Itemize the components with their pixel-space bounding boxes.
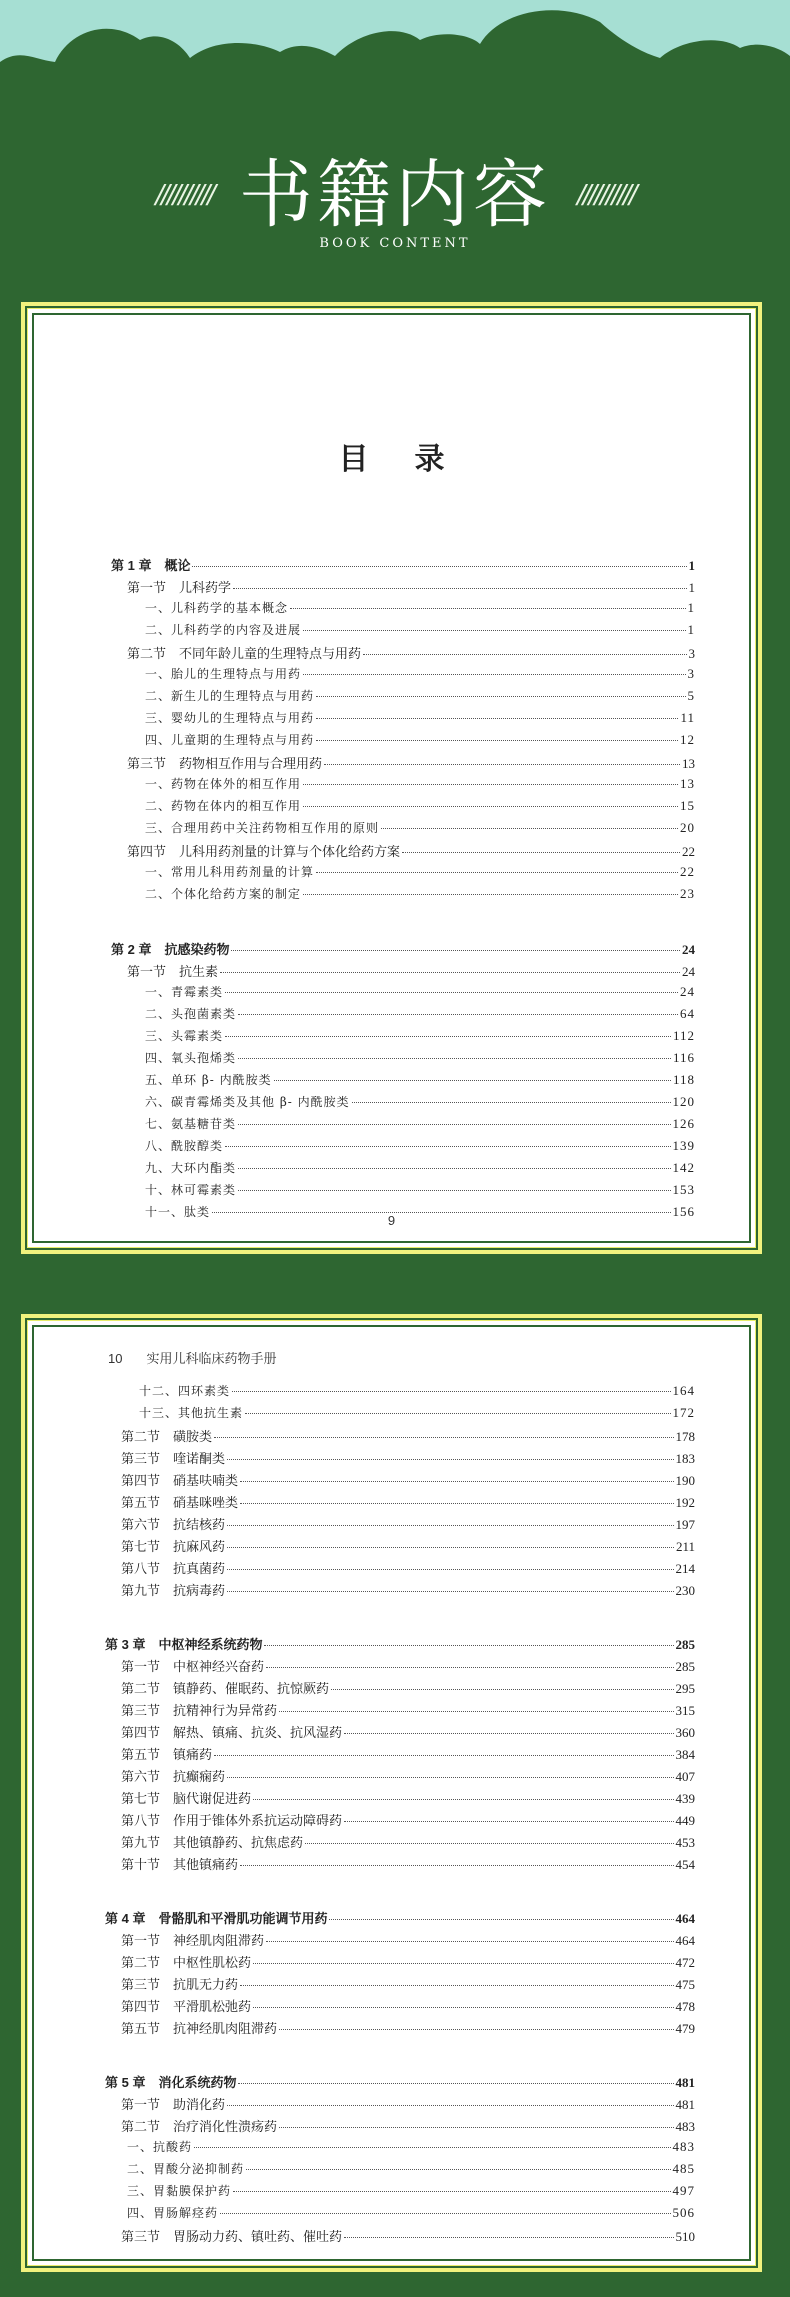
leader-dots <box>303 630 685 631</box>
leader-dots <box>192 566 686 567</box>
toc-entry-label: 第 4 章 骨骼肌和平滑肌功能调节用药 <box>105 1911 328 1926</box>
toc-entry-item <box>111 1181 695 1203</box>
toc-entry-page: 164 <box>672 1383 695 1398</box>
toc-entry-page: 64 <box>680 1006 695 1021</box>
toc-entry-item <box>111 731 695 753</box>
toc-entry-label: 四、氧头孢烯类 <box>145 1051 237 1065</box>
toc-entry-page: 153 <box>672 1182 695 1197</box>
toc-list <box>111 555 695 1225</box>
leader-dots <box>331 1689 673 1690</box>
leader-dots <box>279 1711 673 1712</box>
leader-dots <box>344 1733 673 1734</box>
leader-dots <box>402 852 680 853</box>
toc-entry-section <box>105 1558 695 1580</box>
leader-dots <box>303 806 678 807</box>
toc-entry-page: 24 <box>680 984 695 999</box>
toc-entry-item <box>111 1027 695 1049</box>
toc-entry-section <box>105 1514 695 1536</box>
toc-entry-page: 485 <box>672 2161 695 2176</box>
leader-dots <box>227 1569 673 1570</box>
toc-entry-item3 <box>105 2204 695 2226</box>
toc-entry-label: 一、抗酸药 <box>127 2140 193 2154</box>
leader-dots <box>246 2169 670 2170</box>
decorative-slashes-right: ////////// <box>577 180 635 210</box>
toc-entry-page: 407 <box>675 1769 695 1784</box>
toc-entry-label: 二、个体化给药方案的制定 <box>145 887 302 901</box>
toc-entry-item <box>111 1071 695 1093</box>
toc-entry-label: 十三、其他抗生素 <box>139 1406 244 1420</box>
leader-dots <box>238 1058 671 1059</box>
running-head-title: 实用儿科临床药物手册 <box>146 1351 277 1366</box>
toc-entry-label: 第 2 章 抗感染药物 <box>111 942 230 957</box>
toc-entry-page: 315 <box>675 1703 695 1718</box>
toc-entry-item <box>111 819 695 841</box>
toc-entry-label: 六、碳青霉烯类及其他 β- 内酰胺类 <box>145 1095 350 1109</box>
toc-entry-section <box>105 1656 695 1678</box>
toc-entry-label: 第一节 神经肌肉阻滞药 <box>121 1934 265 1949</box>
leader-dots <box>303 674 685 675</box>
toc-entry-section <box>105 1678 695 1700</box>
toc-entry-page: 22 <box>682 844 695 859</box>
toc-entry-section <box>105 1832 695 1854</box>
leader-dots <box>240 1865 673 1866</box>
toc-entry-chapter <box>105 1634 695 1656</box>
toc-entry-page: 5 <box>687 688 695 703</box>
toc-entry-label: 三、头霉素类 <box>145 1029 224 1043</box>
toc-entry-label: 七、氨基糖苷类 <box>145 1117 237 1131</box>
toc-entry-page: 472 <box>675 1955 695 1970</box>
toc-entry-page: 118 <box>672 1072 695 1087</box>
toc-entry-label: 二、胃酸分泌抑制药 <box>127 2162 245 2176</box>
toc-entry-label: 第三节 喹诺酮类 <box>121 1452 226 1467</box>
leader-dots <box>220 2213 670 2214</box>
toc-entry-label: 四、胃肠解痉药 <box>127 2206 219 2220</box>
toc-entry-label: 第二节 磺胺类 <box>121 1430 213 1445</box>
toc-entry-label: 三、合理用药中关注药物相互作用的原则 <box>145 821 380 835</box>
toc-entry-page: 192 <box>675 1495 695 1510</box>
toc-entry-item <box>111 885 695 907</box>
leader-dots <box>220 972 680 973</box>
decorative-slashes-left: ////////// <box>155 180 213 210</box>
toc-entry-page: 479 <box>675 2021 695 2036</box>
leader-dots <box>324 764 680 765</box>
toc-entry-item3 <box>105 2182 695 2204</box>
toc-entry-page: 12 <box>680 732 695 747</box>
toc-entry-section <box>105 2018 695 2040</box>
leader-dots <box>225 1036 671 1037</box>
leader-dots <box>316 696 685 697</box>
hill-banner <box>0 0 790 120</box>
toc-entry-page: 11 <box>680 710 695 725</box>
toc-entry-page: 384 <box>675 1747 695 1762</box>
toc-entry-item <box>111 1159 695 1181</box>
toc-entry-item <box>105 1404 695 1426</box>
leader-dots <box>290 608 685 609</box>
leader-dots <box>225 992 678 993</box>
toc-entry-label: 第三节 药物相互作用与合理用药 <box>127 757 323 772</box>
leader-dots <box>231 950 680 951</box>
leader-dots <box>238 2083 673 2084</box>
toc-entry-label: 三、胃黏膜保护药 <box>127 2184 232 2198</box>
toc-entry-page: 197 <box>675 1517 695 1532</box>
toc-entry-section <box>105 2094 695 2116</box>
leader-dots <box>227 2105 673 2106</box>
toc-entry-item <box>111 983 695 1005</box>
toc-entry-label: 第四节 解热、镇痛、抗炎、抗风湿药 <box>121 1726 343 1741</box>
toc-entry-chapter <box>111 939 695 961</box>
toc-entry-section <box>105 1974 695 1996</box>
toc-entry-label: 九、大环内酯类 <box>145 1161 237 1175</box>
leader-dots <box>316 740 678 741</box>
toc-entry-label: 第三节 抗肌无力药 <box>121 1978 239 1993</box>
toc-entry-label: 第四节 儿科用药剂量的计算与个体化给药方案 <box>127 845 401 860</box>
toc-entry-label: 第三节 抗精神行为异常药 <box>121 1704 278 1719</box>
toc-entry-label: 第 5 章 消化系统药物 <box>105 2075 237 2090</box>
page-header <box>0 150 790 270</box>
leader-dots <box>240 1481 673 1482</box>
leader-dots <box>238 1124 670 1125</box>
toc-spacer <box>105 1602 695 1622</box>
toc-entry-label: 第八节 抗真菌药 <box>121 1562 226 1577</box>
toc-entry-page: 183 <box>675 1451 695 1466</box>
toc-entry-label: 二、头孢菌素类 <box>145 1007 237 1021</box>
leader-dots <box>264 1645 673 1646</box>
toc-entry-section <box>105 1448 695 1470</box>
toc-entry-label: 八、酰胺醇类 <box>145 1139 224 1153</box>
toc-entry-label: 一、儿科药学的基本概念 <box>145 601 289 615</box>
leader-dots <box>194 2147 670 2148</box>
toc-entry-chapter <box>111 555 695 577</box>
toc-entry-page: 483 <box>672 2139 695 2154</box>
leader-dots <box>305 1843 673 1844</box>
toc-entry-page: 478 <box>675 1999 695 2014</box>
toc-entry-label: 二、新生儿的生理特点与用药 <box>145 689 315 703</box>
toc-entry-label: 第三节 胃肠动力药、镇吐药、催吐药 <box>121 2230 343 2245</box>
toc-entry-label: 第七节 抗麻风药 <box>121 1540 226 1555</box>
toc-entry-section <box>105 1854 695 1876</box>
toc-entry-page: 112 <box>672 1028 695 1043</box>
toc-entry-item <box>111 1115 695 1137</box>
toc-entry-label: 第九节 抗病毒药 <box>121 1584 226 1599</box>
toc-page-9 <box>21 302 762 1254</box>
toc-entry-page: 156 <box>672 1204 695 1219</box>
page-title: 书籍内容 <box>239 152 551 238</box>
leader-dots <box>363 654 686 655</box>
leader-dots <box>253 1963 673 1964</box>
toc-entry-label: 第二节 不同年龄儿童的生理特点与用药 <box>127 647 362 662</box>
toc-entry-label: 第四节 硝基呋喃类 <box>121 1474 239 1489</box>
toc-entry-page: 1 <box>687 600 695 615</box>
toc-entry-chapter <box>105 1908 695 1930</box>
toc-page-10 <box>21 1314 762 2272</box>
toc-entry-page: 1 <box>688 580 695 595</box>
leader-dots <box>227 1547 674 1548</box>
toc-entry-label: 十、林可霉素类 <box>145 1183 237 1197</box>
toc-entry-section <box>105 1996 695 2018</box>
toc-entry-item <box>111 621 695 643</box>
toc-entry-label: 第四节 平滑肌松弛药 <box>121 2000 252 2015</box>
toc-entry-page: 483 <box>675 2119 695 2134</box>
leader-dots <box>214 1437 673 1438</box>
leader-dots <box>274 1080 671 1081</box>
toc-entry-label: 三、婴幼儿的生理特点与用药 <box>145 711 315 725</box>
leader-dots <box>233 588 686 589</box>
toc-entry-item3 <box>105 2160 695 2182</box>
toc-entry-chapter <box>105 2072 695 2094</box>
toc-entry-page: 15 <box>680 798 695 813</box>
toc-entry-page: 23 <box>680 886 695 901</box>
toc-entry-page: 24 <box>682 964 695 979</box>
toc-entry-section <box>105 1952 695 1974</box>
leader-dots <box>303 784 678 785</box>
toc-entry-item <box>111 1049 695 1071</box>
toc-entry-page: 139 <box>672 1138 695 1153</box>
leader-dots <box>240 1503 673 1504</box>
leader-dots <box>214 1755 673 1756</box>
leader-dots <box>225 1146 670 1147</box>
toc-entry-label: 第一节 抗生素 <box>127 965 219 980</box>
toc-entry-label: 第二节 镇静药、催眠药、抗惊厥药 <box>121 1682 330 1697</box>
toc-entry-section <box>105 1470 695 1492</box>
toc-entry-page: 20 <box>680 820 695 835</box>
toc-entry-label: 四、儿童期的生理特点与用药 <box>145 733 315 747</box>
leader-dots <box>316 718 678 719</box>
toc-entry-page: 120 <box>672 1094 695 1109</box>
running-head <box>108 1348 276 1367</box>
toc-entry-page: 3 <box>687 666 695 681</box>
toc-entry-item <box>111 1093 695 1115</box>
toc-entry-section <box>105 2116 695 2138</box>
toc-entry-page: 116 <box>672 1050 695 1065</box>
toc-entry-page: 510 <box>675 2229 695 2244</box>
toc-entry-label: 十二、四环素类 <box>139 1384 231 1398</box>
toc-entry-page: 464 <box>675 1911 695 1926</box>
toc-heading: 目录 <box>338 442 491 477</box>
toc-entry-label: 一、青霉素类 <box>145 985 224 999</box>
running-head-number: 10 <box>108 1351 123 1366</box>
toc-entry-section <box>105 1766 695 1788</box>
leader-dots <box>227 1459 673 1460</box>
toc-entry-section <box>105 1536 695 1558</box>
toc-entry-section <box>105 1788 695 1810</box>
toc-list <box>105 1382 695 2248</box>
toc-entry-page: 230 <box>675 1583 695 1598</box>
toc-entry-label: 第六节 抗结核药 <box>121 1518 226 1533</box>
toc-entry-item <box>111 1137 695 1159</box>
toc-entry-page: 475 <box>675 1977 695 1992</box>
toc-entry-label: 第五节 硝基咪唑类 <box>121 1496 239 1511</box>
toc-entry-page: 3 <box>688 646 695 661</box>
toc-entry-label: 第 3 章 中枢神经系统药物 <box>105 1637 263 1652</box>
toc-entry-item <box>111 1005 695 1027</box>
toc-entry-page: 464 <box>675 1933 695 1948</box>
toc-entry-section <box>105 2226 695 2248</box>
toc-entry-section <box>105 1810 695 1832</box>
toc-entry-item <box>111 599 695 621</box>
toc-entry-section <box>105 1426 695 1448</box>
toc-entry-section <box>111 841 695 863</box>
toc-entry-label: 第六节 抗癫痫药 <box>121 1770 226 1785</box>
toc-entry-page: 1 <box>687 622 695 637</box>
toc-entry-page: 481 <box>675 2097 695 2112</box>
leader-dots <box>279 2029 673 2030</box>
toc-entry-page: 1 <box>688 558 695 573</box>
toc-entry-item <box>111 775 695 797</box>
toc-entry-label: 十一、肽类 <box>145 1205 211 1219</box>
toc-entry-label: 二、儿科药学的内容及进展 <box>145 623 302 637</box>
toc-entry-page: 295 <box>675 1681 695 1696</box>
toc-entry-label: 第 1 章 概论 <box>111 558 191 573</box>
toc-entry-page: 172 <box>672 1405 695 1420</box>
toc-entry-label: 第二节 治疗消化性溃疡药 <box>121 2120 278 2135</box>
toc-entry-page: 285 <box>675 1637 695 1652</box>
toc-entry-page: 360 <box>675 1725 695 1740</box>
leader-dots <box>352 1102 671 1103</box>
toc-entry-label: 第九节 其他镇静药、抗焦虑药 <box>121 1836 304 1851</box>
leader-dots <box>329 1919 673 1920</box>
leader-dots <box>238 1168 670 1169</box>
toc-entry-item <box>111 863 695 885</box>
leader-dots <box>316 872 678 873</box>
leader-dots <box>232 1391 670 1392</box>
toc-entry-label: 二、药物在体内的相互作用 <box>145 799 302 813</box>
toc-entry-section <box>111 961 695 983</box>
page-subtitle: BOOK CONTENT <box>319 236 471 251</box>
toc-entry-page: 126 <box>672 1116 695 1131</box>
toc-entry-section <box>105 1930 695 1952</box>
toc-entry-label: 第十节 其他镇痛药 <box>121 1858 239 1873</box>
toc-entry-section <box>105 1700 695 1722</box>
toc-spacer <box>105 1876 695 1896</box>
toc-entry-page: 449 <box>675 1813 695 1828</box>
leader-dots <box>227 1525 673 1526</box>
toc-entry-page: 506 <box>672 2205 695 2220</box>
toc-entry-page: 285 <box>675 1659 695 1674</box>
toc-entry-page: 13 <box>680 776 695 791</box>
toc-entry-section <box>105 1580 695 1602</box>
toc-entry-page: 497 <box>672 2183 695 2198</box>
leader-dots <box>279 2127 673 2128</box>
toc-entry-item <box>105 1382 695 1404</box>
toc-entry-label: 一、常用儿科用药剂量的计算 <box>145 865 315 879</box>
toc-entry-page: 178 <box>675 1429 695 1444</box>
toc-entry-label: 第一节 中枢神经兴奋药 <box>121 1660 265 1675</box>
toc-entry-label: 五、单环 β- 内酰胺类 <box>145 1073 272 1087</box>
toc-entry-page: 214 <box>675 1561 695 1576</box>
toc-entry-item <box>111 665 695 687</box>
toc-entry-page: 454 <box>675 1857 695 1872</box>
leader-dots <box>266 1667 673 1668</box>
toc-entry-section <box>105 1744 695 1766</box>
toc-entry-page: 142 <box>672 1160 695 1175</box>
toc-entry-page: 453 <box>675 1835 695 1850</box>
toc-entry-label: 第七节 脑代谢促进药 <box>121 1792 252 1807</box>
toc-entry-label: 第八节 作用于锥体外系抗运动障碍药 <box>121 1814 343 1829</box>
toc-entry-label: 第五节 镇痛药 <box>121 1748 213 1763</box>
toc-entry-item <box>111 797 695 819</box>
toc-entry-label: 第一节 助消化药 <box>121 2098 226 2113</box>
toc-entry-item <box>111 687 695 709</box>
toc-entry-label: 第一节 儿科药学 <box>127 581 232 596</box>
leader-dots <box>266 1941 673 1942</box>
page-number: 9 <box>387 1213 396 1228</box>
toc-entry-page: 22 <box>680 864 695 879</box>
leader-dots <box>227 1591 673 1592</box>
toc-entry-page: 13 <box>682 756 695 771</box>
toc-entry-item <box>111 709 695 731</box>
toc-entry-label: 第五节 抗神经肌肉阻滞药 <box>121 2022 278 2037</box>
toc-entry-item3 <box>105 2138 695 2160</box>
toc-spacer <box>111 907 695 927</box>
toc-entry-section <box>111 577 695 599</box>
toc-entry-section <box>105 1492 695 1514</box>
toc-entry-section <box>111 753 695 775</box>
leader-dots <box>253 1799 673 1800</box>
toc-entry-section <box>111 643 695 665</box>
leader-dots <box>245 1413 670 1414</box>
toc-entry-page: 24 <box>682 942 695 957</box>
leader-dots <box>253 2007 673 2008</box>
leader-dots <box>238 1190 670 1191</box>
toc-entry-label: 一、药物在体外的相互作用 <box>145 777 302 791</box>
toc-entry-label: 第二节 中枢性肌松药 <box>121 1956 252 1971</box>
leader-dots <box>233 2191 670 2192</box>
toc-entry-page: 481 <box>675 2075 695 2090</box>
leader-dots <box>381 828 678 829</box>
toc-spacer <box>105 2040 695 2060</box>
leader-dots <box>344 2237 673 2238</box>
toc-entry-page: 190 <box>675 1473 695 1488</box>
leader-dots <box>303 894 678 895</box>
toc-entry-page: 211 <box>675 1539 695 1554</box>
leader-dots <box>238 1014 678 1015</box>
toc-entry-label: 一、胎儿的生理特点与用药 <box>145 667 302 681</box>
toc-entry-page: 439 <box>675 1791 695 1806</box>
leader-dots <box>240 1985 673 1986</box>
toc-entry-section <box>105 1722 695 1744</box>
leader-dots <box>344 1821 673 1822</box>
leader-dots <box>227 1777 673 1778</box>
